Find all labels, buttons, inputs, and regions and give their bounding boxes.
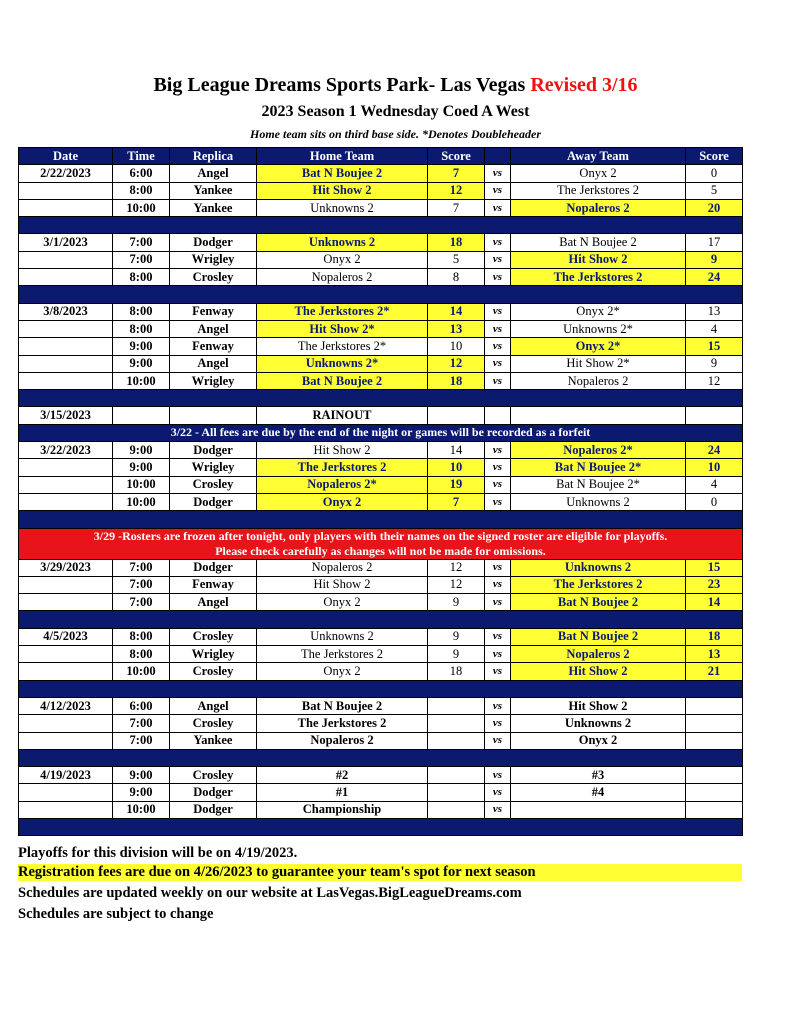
home-score-cell: 9 <box>428 646 485 663</box>
date-cell <box>19 459 113 476</box>
away-score-cell <box>686 732 743 749</box>
replica-cell: Yankee <box>170 199 257 216</box>
home-team-cell: Hit Show 2 <box>257 576 428 593</box>
date-cell <box>19 732 113 749</box>
away-team-cell: Unknowns 2* <box>511 320 686 337</box>
page-subtitle: 2023 Season 1 Wednesday Coed A West <box>261 103 530 120</box>
away-team-cell: Bat N Boujee 2* <box>511 476 686 493</box>
home-team-cell: Nopaleros 2 <box>257 559 428 576</box>
away-team-cell: Hit Show 2* <box>511 355 686 372</box>
table-row <box>19 559 743 576</box>
time-cell: 7:00 <box>113 715 170 732</box>
vs-cell: vs <box>485 767 511 784</box>
table-row <box>19 234 743 251</box>
separator-cell <box>19 749 743 766</box>
revised-label: Revised 3/16 <box>530 74 638 96</box>
home-team-cell: #2 <box>257 767 428 784</box>
col-header-time: Time <box>113 148 170 165</box>
vs-cell: vs <box>485 269 511 286</box>
time-cell: 8:00 <box>113 303 170 320</box>
time-cell: 10:00 <box>113 476 170 493</box>
away-team-cell: Unknowns 2 <box>511 715 686 732</box>
replica-cell: Angel <box>170 697 257 714</box>
away-team-cell: #3 <box>511 767 686 784</box>
home-score-cell <box>428 407 485 424</box>
time-cell: 8:00 <box>113 320 170 337</box>
vs-cell: vs <box>485 355 511 372</box>
home-score-cell: 12 <box>428 576 485 593</box>
col-header-home-score: Score <box>428 148 485 165</box>
away-score-cell: 5 <box>686 182 743 199</box>
separator-row <box>19 511 743 528</box>
date-cell <box>19 663 113 680</box>
date-cell <box>19 493 113 510</box>
home-score-cell: 7 <box>428 165 485 182</box>
time-cell: 8:00 <box>113 269 170 286</box>
time-cell: 6:00 <box>113 697 170 714</box>
away-score-cell: 15 <box>686 338 743 355</box>
date-cell <box>19 338 113 355</box>
replica-cell: Wrigley <box>170 251 257 268</box>
home-score-cell: 13 <box>428 320 485 337</box>
col-header-away-team: Away Team <box>511 148 686 165</box>
col-header-replica: Replica <box>170 148 257 165</box>
home-score-cell: 9 <box>428 628 485 645</box>
separator-row <box>19 390 743 407</box>
schedule-table <box>18 147 743 836</box>
away-score-cell: 9 <box>686 355 743 372</box>
date-cell <box>19 801 113 818</box>
separator-row <box>19 611 743 628</box>
table-row <box>19 338 743 355</box>
away-team-cell: Bat N Boujee 2* <box>511 459 686 476</box>
away-score-cell: 13 <box>686 646 743 663</box>
replica-cell: Crosley <box>170 269 257 286</box>
separator-cell <box>19 818 743 835</box>
replica-cell: Dodger <box>170 559 257 576</box>
away-team-cell: The Jerkstores 2 <box>511 269 686 286</box>
col-header-home-team: Home Team <box>257 148 428 165</box>
away-team-cell <box>511 801 686 818</box>
home-team-cell: Championship <box>257 801 428 818</box>
table-row <box>19 594 743 611</box>
table-row <box>19 165 743 182</box>
col-header-vs <box>485 148 511 165</box>
page-title <box>0 74 791 97</box>
home-team-cell: Hit Show 2 <box>257 442 428 459</box>
time-cell: 7:00 <box>113 251 170 268</box>
roster-alert-row <box>19 528 743 559</box>
time-cell: 8:00 <box>113 628 170 645</box>
time-cell: 9:00 <box>113 784 170 801</box>
vs-cell: vs <box>485 165 511 182</box>
away-score-cell: 14 <box>686 594 743 611</box>
home-score-cell: 7 <box>428 493 485 510</box>
table-row <box>19 576 743 593</box>
time-cell: 10:00 <box>113 493 170 510</box>
home-team-cell: Unknowns 2 <box>257 628 428 645</box>
date-cell <box>19 372 113 389</box>
away-team-cell: Hit Show 2 <box>511 251 686 268</box>
time-cell: 10:00 <box>113 801 170 818</box>
replica-cell: Dodger <box>170 784 257 801</box>
table-row <box>19 320 743 337</box>
col-header-away-score: Score <box>686 148 743 165</box>
home-team-cell: The Jerkstores 2 <box>257 646 428 663</box>
table-row <box>19 767 743 784</box>
home-score-cell: 12 <box>428 559 485 576</box>
date-cell <box>19 476 113 493</box>
table-row <box>19 628 743 645</box>
home-score-cell: 18 <box>428 234 485 251</box>
away-score-cell <box>686 767 743 784</box>
date-cell: 3/22/2023 <box>19 442 113 459</box>
time-cell: 7:00 <box>113 576 170 593</box>
table-row <box>19 784 743 801</box>
home-team-cell: Onyx 2 <box>257 594 428 611</box>
date-cell <box>19 784 113 801</box>
table-row <box>19 697 743 714</box>
home-team-cell: Unknowns 2* <box>257 355 428 372</box>
table-row <box>19 442 743 459</box>
col-header-date: Date <box>19 148 113 165</box>
notice-row <box>19 424 743 441</box>
separator-row <box>19 286 743 303</box>
date-cell <box>19 715 113 732</box>
away-team-cell: Onyx 2 <box>511 732 686 749</box>
time-cell: 9:00 <box>113 459 170 476</box>
away-team-cell: Bat N Boujee 2 <box>511 628 686 645</box>
table-row <box>19 476 743 493</box>
away-team-cell: The Jerkstores 2 <box>511 576 686 593</box>
replica-cell: Dodger <box>170 801 257 818</box>
home-score-cell: 12 <box>428 182 485 199</box>
away-score-cell: 21 <box>686 663 743 680</box>
away-score-cell: 24 <box>686 442 743 459</box>
table-row <box>19 199 743 216</box>
separator-row <box>19 818 743 835</box>
away-score-cell <box>686 407 743 424</box>
date-cell <box>19 320 113 337</box>
date-cell: 2/22/2023 <box>19 165 113 182</box>
date-cell <box>19 355 113 372</box>
replica-cell: Crosley <box>170 715 257 732</box>
fees-notice: 3/22 - All fees are due by the end of the night or games will be recorded as a forfeit <box>19 424 743 441</box>
vs-cell: vs <box>485 663 511 680</box>
away-team-cell: Nopaleros 2 <box>511 372 686 389</box>
vs-cell: vs <box>485 199 511 216</box>
vs-cell: vs <box>485 715 511 732</box>
home-team-cell: Onyx 2 <box>257 493 428 510</box>
time-cell: 8:00 <box>113 182 170 199</box>
home-team-cell: Nopaleros 2 <box>257 732 428 749</box>
away-score-cell: 24 <box>686 269 743 286</box>
home-team-note: Home team sits on third base side. *Denotes Doubleheader <box>250 127 541 141</box>
footer-website: Schedules are updated weekly on our website at LasVegas.BigLeagueDreams.com <box>18 885 522 901</box>
date-cell: 3/1/2023 <box>19 234 113 251</box>
separator-row <box>19 217 743 234</box>
replica-cell: Dodger <box>170 442 257 459</box>
date-cell: 4/19/2023 <box>19 767 113 784</box>
time-cell <box>113 407 170 424</box>
away-score-cell: 18 <box>686 628 743 645</box>
away-team-cell: Hit Show 2 <box>511 663 686 680</box>
away-team-cell: #4 <box>511 784 686 801</box>
date-cell <box>19 646 113 663</box>
vs-cell: vs <box>485 372 511 389</box>
away-score-cell: 4 <box>686 476 743 493</box>
time-cell: 7:00 <box>113 559 170 576</box>
separator-cell <box>19 286 743 303</box>
replica-cell: Angel <box>170 320 257 337</box>
vs-cell: vs <box>485 801 511 818</box>
replica-cell: Crosley <box>170 767 257 784</box>
table-row <box>19 407 743 424</box>
time-cell: 7:00 <box>113 594 170 611</box>
time-cell: 9:00 <box>113 355 170 372</box>
separator-cell <box>19 217 743 234</box>
home-score-cell: 9 <box>428 594 485 611</box>
away-score-cell <box>686 697 743 714</box>
home-score-cell <box>428 767 485 784</box>
vs-cell: vs <box>485 576 511 593</box>
time-cell: 9:00 <box>113 767 170 784</box>
home-score-cell <box>428 732 485 749</box>
away-score-cell: 12 <box>686 372 743 389</box>
home-team-cell: The Jerkstores 2* <box>257 303 428 320</box>
replica-cell: Angel <box>170 355 257 372</box>
separator-row <box>19 749 743 766</box>
home-score-cell <box>428 801 485 818</box>
vs-cell: vs <box>485 251 511 268</box>
away-score-cell: 0 <box>686 165 743 182</box>
vs-cell: vs <box>485 697 511 714</box>
home-score-cell: 10 <box>428 459 485 476</box>
separator-row <box>19 680 743 697</box>
time-cell: 8:00 <box>113 646 170 663</box>
home-team-cell: Hit Show 2* <box>257 320 428 337</box>
vs-cell: vs <box>485 559 511 576</box>
schedule-body <box>19 165 743 836</box>
replica-cell: Crosley <box>170 663 257 680</box>
vs-cell: vs <box>485 320 511 337</box>
replica-cell: Fenway <box>170 576 257 593</box>
table-row <box>19 303 743 320</box>
replica-cell: Wrigley <box>170 372 257 389</box>
replica-cell: Yankee <box>170 732 257 749</box>
replica-cell: Dodger <box>170 493 257 510</box>
away-score-cell: 13 <box>686 303 743 320</box>
home-score-cell: 5 <box>428 251 485 268</box>
time-cell: 9:00 <box>113 338 170 355</box>
time-cell: 9:00 <box>113 442 170 459</box>
home-score-cell <box>428 715 485 732</box>
home-team-cell: Bat N Boujee 2 <box>257 165 428 182</box>
away-score-cell: 17 <box>686 234 743 251</box>
date-cell <box>19 182 113 199</box>
table-row <box>19 801 743 818</box>
away-team-cell <box>511 407 686 424</box>
away-team-cell: Unknowns 2 <box>511 493 686 510</box>
home-score-cell: 18 <box>428 372 485 389</box>
separator-cell <box>19 390 743 407</box>
vs-cell: vs <box>485 338 511 355</box>
replica-cell <box>170 407 257 424</box>
footer-playoffs: Playoffs for this division will be on 4/19/2023. <box>18 845 298 861</box>
replica-cell: Fenway <box>170 303 257 320</box>
vs-cell: vs <box>485 646 511 663</box>
table-row <box>19 663 743 680</box>
away-score-cell: 0 <box>686 493 743 510</box>
home-score-cell: 10 <box>428 338 485 355</box>
home-score-cell: 7 <box>428 199 485 216</box>
date-cell: 4/5/2023 <box>19 628 113 645</box>
vs-cell: vs <box>485 442 511 459</box>
roster-alert-line-2: Please check carefully as changes will not be made for omissions. <box>215 543 546 558</box>
replica-cell: Wrigley <box>170 646 257 663</box>
home-score-cell <box>428 784 485 801</box>
away-score-cell: 20 <box>686 199 743 216</box>
date-cell: 3/15/2023 <box>19 407 113 424</box>
home-team-cell: Bat N Boujee 2 <box>257 372 428 389</box>
away-score-cell <box>686 715 743 732</box>
home-team-cell: Bat N Boujee 2 <box>257 697 428 714</box>
separator-cell <box>19 511 743 528</box>
vs-cell: vs <box>485 476 511 493</box>
away-score-cell <box>686 784 743 801</box>
vs-cell: vs <box>485 628 511 645</box>
vs-cell: vs <box>485 182 511 199</box>
away-team-cell: Bat N Boujee 2 <box>511 594 686 611</box>
vs-cell: vs <box>485 594 511 611</box>
home-score-cell: 12 <box>428 355 485 372</box>
away-team-cell: Onyx 2 <box>511 165 686 182</box>
away-team-cell: Onyx 2* <box>511 303 686 320</box>
away-team-cell: Nopaleros 2* <box>511 442 686 459</box>
away-score-cell: 15 <box>686 559 743 576</box>
time-cell: 10:00 <box>113 199 170 216</box>
date-cell <box>19 576 113 593</box>
replica-cell: Dodger <box>170 234 257 251</box>
home-team-cell: Onyx 2 <box>257 251 428 268</box>
time-cell: 7:00 <box>113 732 170 749</box>
home-team-cell: #1 <box>257 784 428 801</box>
roster-alert <box>19 528 743 559</box>
vs-cell: vs <box>485 784 511 801</box>
time-cell: 7:00 <box>113 234 170 251</box>
away-score-cell: 9 <box>686 251 743 268</box>
home-team-cell: Onyx 2 <box>257 663 428 680</box>
away-score-cell <box>686 801 743 818</box>
replica-cell: Fenway <box>170 338 257 355</box>
vs-cell <box>485 407 511 424</box>
separator-cell <box>19 680 743 697</box>
date-cell: 3/29/2023 <box>19 559 113 576</box>
table-row <box>19 269 743 286</box>
away-team-cell: Hit Show 2 <box>511 697 686 714</box>
table-row <box>19 715 743 732</box>
table-row <box>19 646 743 663</box>
home-score-cell: 19 <box>428 476 485 493</box>
footer-subject-to-change: Schedules are subject to change <box>18 906 214 922</box>
table-row <box>19 182 743 199</box>
replica-cell: Yankee <box>170 182 257 199</box>
separator-cell <box>19 611 743 628</box>
date-cell: 3/8/2023 <box>19 303 113 320</box>
date-cell <box>19 269 113 286</box>
time-cell: 6:00 <box>113 165 170 182</box>
away-team-cell: Nopaleros 2 <box>511 646 686 663</box>
home-team-cell: Unknowns 2 <box>257 199 428 216</box>
vs-cell: vs <box>485 303 511 320</box>
time-cell: 10:00 <box>113 372 170 389</box>
replica-cell: Wrigley <box>170 459 257 476</box>
home-team-cell: Nopaleros 2 <box>257 269 428 286</box>
home-score-cell: 14 <box>428 442 485 459</box>
home-team-cell: Hit Show 2 <box>257 182 428 199</box>
date-cell <box>19 199 113 216</box>
vs-cell: vs <box>485 493 511 510</box>
replica-cell: Crosley <box>170 476 257 493</box>
roster-alert-line-1: 3/29 -Rosters are frozen after tonight, only players with their names on the signed roster are eligible for playoffs. <box>93 528 668 543</box>
vs-cell: vs <box>485 732 511 749</box>
away-team-cell: Nopaleros 2 <box>511 199 686 216</box>
home-team-cell: The Jerkstores 2 <box>257 459 428 476</box>
date-cell <box>19 594 113 611</box>
home-score-cell: 18 <box>428 663 485 680</box>
home-team-cell: Unknowns 2 <box>257 234 428 251</box>
away-team-cell: Bat N Boujee 2 <box>511 234 686 251</box>
away-score-cell: 23 <box>686 576 743 593</box>
table-row <box>19 732 743 749</box>
home-team-cell: The Jerkstores 2* <box>257 338 428 355</box>
home-team-cell: Nopaleros 2* <box>257 476 428 493</box>
table-header-row <box>19 148 743 165</box>
table-row <box>19 459 743 476</box>
vs-cell: vs <box>485 459 511 476</box>
away-score-cell: 10 <box>686 459 743 476</box>
date-cell <box>19 251 113 268</box>
home-score-cell <box>428 697 485 714</box>
away-team-cell: Unknowns 2 <box>511 559 686 576</box>
home-team-cell: RAINOUT <box>257 407 428 424</box>
title-text: Big League Dreams Sports Park- Las Vegas <box>153 74 526 96</box>
away-team-cell: Onyx 2* <box>511 338 686 355</box>
away-score-cell: 4 <box>686 320 743 337</box>
home-team-cell: The Jerkstores 2 <box>257 715 428 732</box>
date-cell: 4/12/2023 <box>19 697 113 714</box>
footer-registration: Registration fees are due on 4/26/2023 to guarantee your team's spot for next season <box>18 864 742 881</box>
replica-cell: Angel <box>170 165 257 182</box>
home-score-cell: 8 <box>428 269 485 286</box>
time-cell: 10:00 <box>113 663 170 680</box>
away-team-cell: The Jerkstores 2 <box>511 182 686 199</box>
vs-cell: vs <box>485 234 511 251</box>
replica-cell: Crosley <box>170 628 257 645</box>
table-row <box>19 372 743 389</box>
replica-cell: Angel <box>170 594 257 611</box>
table-row <box>19 251 743 268</box>
home-score-cell: 14 <box>428 303 485 320</box>
table-row <box>19 493 743 510</box>
table-row <box>19 355 743 372</box>
